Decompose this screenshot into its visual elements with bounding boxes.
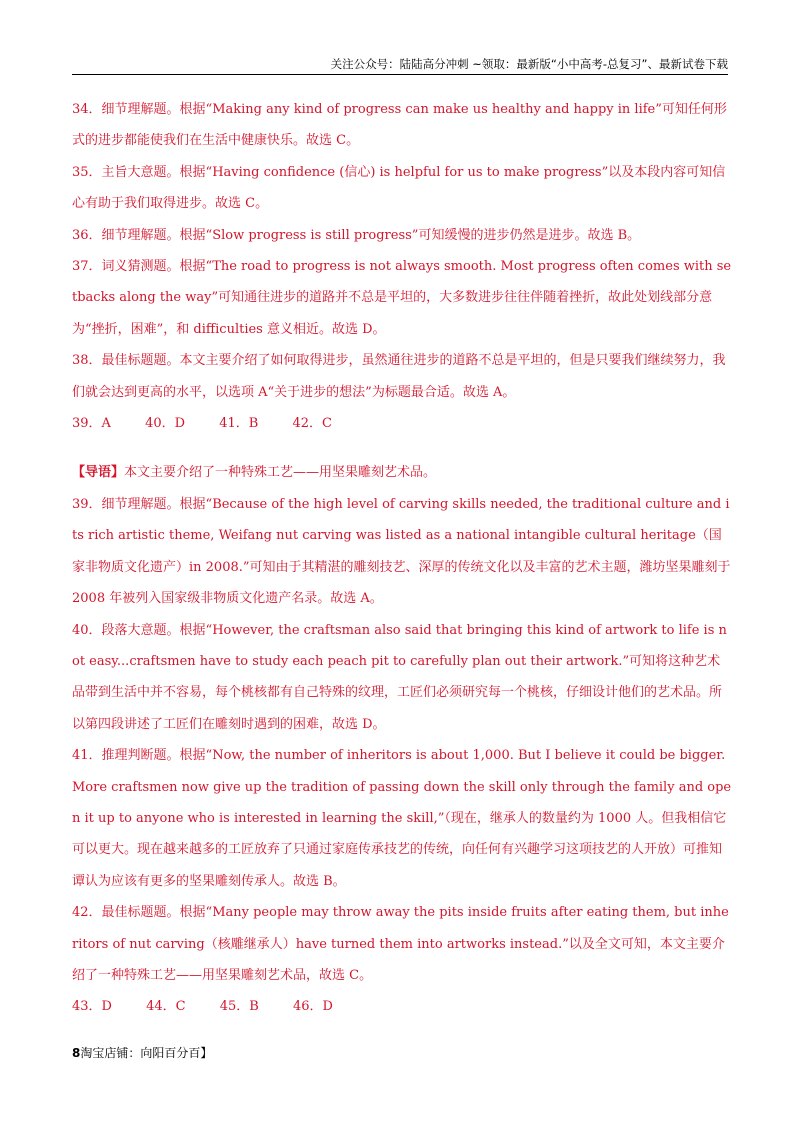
answer-44: 44．C	[146, 999, 186, 1015]
answer-43: 43．D	[72, 999, 112, 1015]
explanation-39: 39．细节理解题。根据“Because of the high level of carving skills needed, the traditional culture and its rich artistic theme, Weifang nut carving was listed as a national intangible cultural heritage（国家非物质文化遗产）in 2008.”可知由于其精湛的雕刻技艺、深厚的传统文化以及丰富的艺术主题，潍坊坚果雕刻于 2008 年被列入国家级非物质文化遗产名录。故选 A。	[72, 496, 731, 607]
explanation-36: 36．细节理解题。根据“Slow progress is still progress”可知缓慢的进步仍然是进步。故选 B。	[72, 227, 641, 243]
explanation-40: 40．段落大意题。根据“However, the craftsman also said that bringing this kind of artwork to life is not easy...craftsmen have to study each peach pit to carefully plan out their artwork.”可知将这种艺术品带到生活中并不容易，每个桃核都有自己特殊的纹理，工匠们必须研究每一个桃核，仔细设计他们的艺术品。所以第四段讲述了工匠们在雕刻时遇到的困难，故选 D。	[72, 622, 727, 732]
page-header	[72, 52, 728, 75]
intro-paragraph	[72, 457, 732, 488]
section-nut-carving	[72, 457, 732, 1022]
section-progress-answers	[72, 94, 732, 439]
answer-39: 39．A	[72, 416, 111, 432]
page-footer	[72, 1044, 212, 1061]
intro-label: 【导语】	[72, 465, 125, 481]
section-gap	[72, 439, 732, 457]
answer-41: 41．B	[219, 416, 259, 432]
footer-shop-text: 淘宝店铺：向阳百分百】	[80, 1046, 213, 1060]
explanation-37: 37．词义猜测题。根据“The road to progress is not always smooth. Most progress often comes with setbacks along the way”可知通往进步的道路并不总是平坦的，大多数进步往往伴随着挫折，故此处划线部分意为“挫折，困难”，和 difficulties 意义相近。故选 D。	[72, 259, 732, 337]
header-text: 关注公众号：陆陆高分冲刺 ~领取：最新版“小中高考-总复习”、最新试卷下载	[330, 57, 728, 71]
answer-42: 42．C	[292, 416, 332, 432]
explanation-34: 34．细节理解题。根据“Making any kind of progress can make us healthy and happy in life”可知任何形式的进步都能使我们在生活中健康快乐。故选 C。	[72, 102, 727, 149]
explanation-42: 42．最佳标题题。根据“Many people may throw away the pits inside fruits after eating them, but inheritors of nut carving（核雕继承人）have turned them into artworks instead.”以及全文可知，本文主要介绍了一种特殊工艺——用坚果雕刻艺术品，故选 C。	[72, 905, 729, 983]
intro-text: 本文主要介绍了一种特殊工艺——用坚果雕刻艺术品。	[124, 465, 437, 481]
answer-46: 46．D	[293, 999, 333, 1015]
explanation-41: 41．推理判断题。根据“Now, the number of inheritors is about 1,000. But I believe it could be bigger. More craftsmen now give up the tradition of passing down the skill only through the family and open it up to anyone who is interested in learning the skill,”（现在，继承人的数量约为 1000 人。但我相信它可以更大。现在越来越多的工匠放弃了只通过家庭传承技艺的传统，向任何有兴趣学习这项技艺的人开放）可推知谭认为应该有更多的坚果雕刻传承人。故选 B。	[72, 748, 732, 889]
answer-row-43-46	[72, 991, 732, 1022]
answer-row-39-42	[72, 408, 732, 439]
answer-40: 40．D	[145, 416, 186, 432]
explanation-35: 35．主旨大意题。根据“Having confidence (信心) is helpful for us to make progress”以及本段内容可知信心有助于我们取得进步。故选 C。	[72, 164, 726, 212]
answer-45: 45．B	[219, 999, 259, 1015]
document-body	[72, 94, 732, 1023]
page-number: 8	[72, 1046, 81, 1060]
explanation-38: 38．最佳标题题。本文主要介绍了如何取得进步，虽然通往进步的道路不总是平坦的，但是只要我们继续努力，我们就会达到更高的水平，以选项 A“关于进步的想法”为标题最合适。故选 A。	[72, 353, 726, 400]
